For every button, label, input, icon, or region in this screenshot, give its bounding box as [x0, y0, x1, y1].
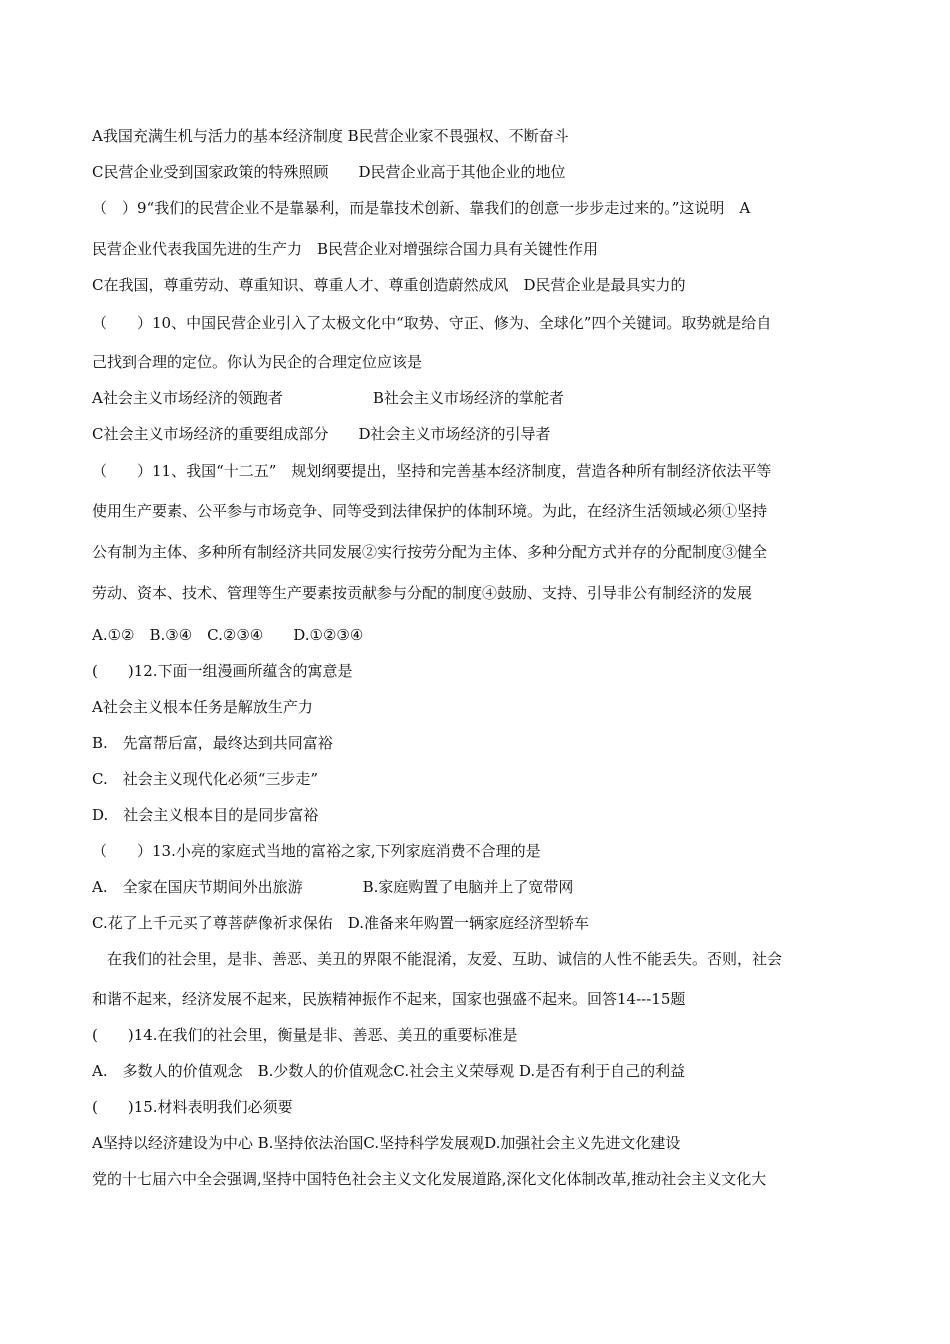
text-line-2: C民营企业受到国家政策的特殊照顾 D民营企业高于其他企业的地位: [92, 163, 566, 181]
text-line-8: A社会主义市场经济的领跑者 B社会主义市场经济的掌舵者: [92, 389, 564, 407]
text-line-13: 劳动、资本、技术、管理等生产要素按贡献参与分配的制度④鼓励、支持、引导非公有制经济的发展: [92, 584, 753, 602]
question-15: ( )15.材料表明我们必须要: [92, 1098, 293, 1116]
text-line-4: 民营企业代表我国先进的生产力 B民营企业对增强综合国力具有关键性作用: [92, 240, 599, 258]
text-line-22: C.花了上千元买了尊菩萨像祈求保佑 D.准备来年购置一辆家庭经济型轿车: [92, 914, 589, 932]
text-line-29: 党的十七届六中全会强调,坚持中国特色社会主义文化发展道路,深化文化体制改革,推动社会主义文化大: [92, 1170, 767, 1188]
question-9: （ ）9“我们的民营企业不是靠暴利，而是靠技术创新、靠我们的创意一步步走过来的。”这说明 A: [92, 199, 751, 217]
text-line-1: A我国充满生机与活力的基本经济制度 B民营企业家不畏强权、不断奋斗: [92, 127, 569, 145]
question-10: （ ）10、中国民营企业引入了太极文化中“取势、守正、修为、全球化”四个关键词。取势就是给自: [92, 314, 772, 332]
question-11: （ ）11、我国“十二五” 规划纲要提出，坚持和完善基本经济制度，营造各种所有制经济依法平等: [92, 462, 772, 480]
text-line-5: C在我国，尊重劳动、尊重知识、尊重人才、尊重创造蔚然成风 D民营企业是最具实力的: [92, 276, 686, 294]
text-line-14: A.①② B.③④ C.②③④ D.①②③④: [92, 626, 364, 644]
text-line-18: C. 社会主义现代化必须“三步走”: [92, 770, 319, 788]
text-line-24: 和谐不起来，经济发展不起来，民族精神振作不起来，国家也强盛不起来。回答14---15题: [92, 990, 686, 1008]
text-line-28: A坚持以经济建设为中心 B.坚持依法治国C.坚持科学发展观D.加强社会主义先进文化建设: [92, 1134, 681, 1152]
question-14: ( )14.在我们的社会里，衡量是非、善恶、美丑的重要标准是: [92, 1026, 518, 1044]
text-line-9: C社会主义市场经济的重要组成部分 D社会主义市场经济的引导者: [92, 425, 551, 443]
text-line-7: 己找到合理的定位。你认为民企的合理定位应该是: [92, 353, 423, 371]
text-line-19: D. 社会主义根本目的是同步富裕: [92, 806, 319, 824]
text-line-26: A. 多数人的价值观念 B.少数人的价值观念C.社会主义荣辱观 D.是否有利于自己的利益: [92, 1062, 686, 1080]
text-line-12: 公有制为主体、多种所有制经济共同发展②实行按劳分配为主体、多种分配方式并存的分配制度③健全: [92, 543, 768, 561]
text-line-21: A. 全家在国庆节期间外出旅游 B.家庭购置了电脑并上了宽带网: [92, 878, 574, 896]
question-13: （ ）13.小亮的家庭式当地的富裕之家,下列家庭消费不合理的是: [92, 842, 541, 860]
text-line-11: 使用生产要素、公平参与市场竞争、同等受到法律保护的体制环境。为此，在经济生活领域必须①坚持: [92, 502, 768, 520]
text-line-17: B. 先富帮后富，最终达到共同富裕: [92, 734, 333, 752]
text-line-16: A社会主义根本任务是解放生产力: [92, 698, 313, 716]
text-line-23: 在我们的社会里，是非、善恶、美丑的界限不能混淆，友爱、互助、诚信的人性不能丢失。否则，社会: [92, 950, 783, 968]
question-12: ( )12.下面一组漫画所蕴含的寓意是: [92, 662, 353, 680]
